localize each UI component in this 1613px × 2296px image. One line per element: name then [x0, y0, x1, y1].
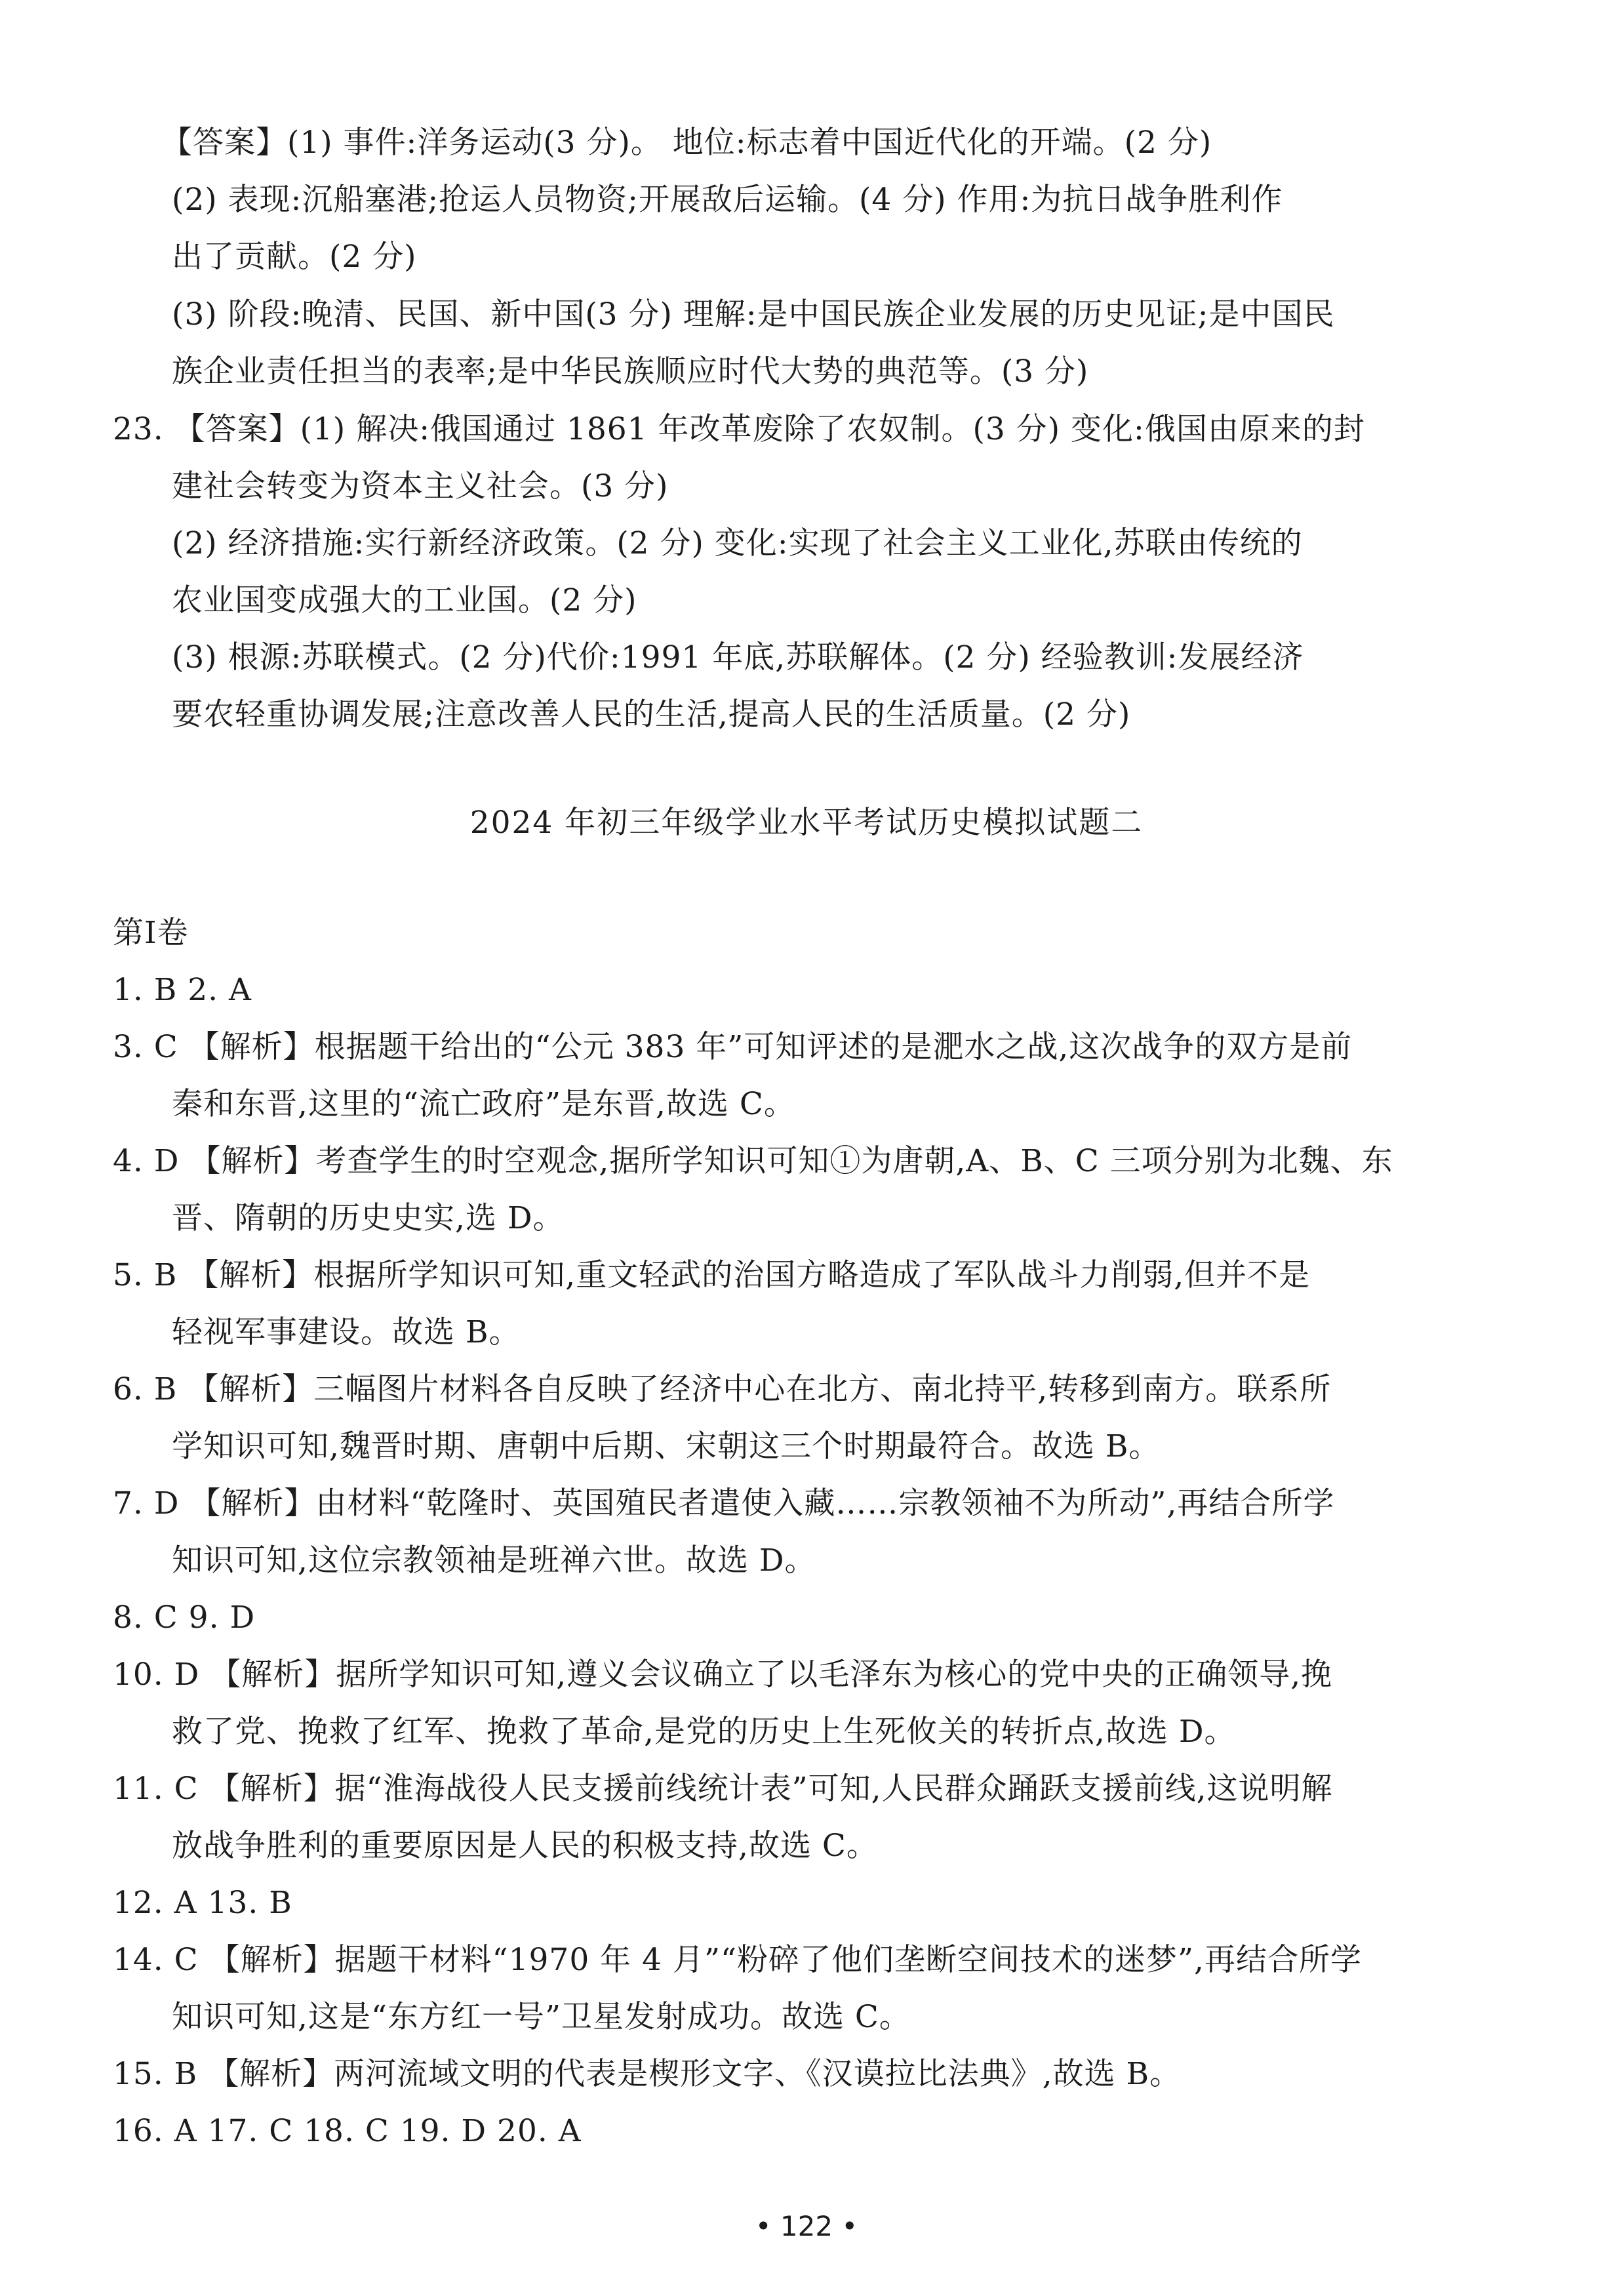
answer-line: 8. C 9. D — [113, 1600, 256, 1636]
answer-line: 农业国变成强大的工业国。(2 分) — [172, 582, 637, 618]
answer-line: 1. B 2. A — [113, 972, 252, 1008]
answer-line: 10. D 【解析】据所学知识可知,遵义会议确立了以毛泽东为核心的党中央的正确领导,挽 — [113, 1657, 1333, 1693]
answer-line: 秦和东晋,这里的“流亡政府”是东晋,故选 C。 — [172, 1086, 795, 1122]
answer-line: 5. B 【解析】根据所学知识可知,重文轻武的治国方略造成了军队战斗力削弱,但并不是 — [113, 1257, 1311, 1293]
answer-line: 11. C 【解析】据“淮海战役人民支援前线统计表”可知,人民群众踊跃支援前线,这说明解 — [113, 1771, 1333, 1807]
answer-line: 3. C 【解析】根据题干给出的“公元 383 年”可知评述的是淝水之战,这次战争的双方是前 — [113, 1029, 1353, 1065]
answer-line: 7. D 【解析】由材料“乾隆时、英国殖民者遣使入藏……宗教领袖不为所动”,再结合所学 — [113, 1485, 1335, 1521]
answer-line: 知识可知,这位宗教领袖是班禅六世。故选 D。 — [172, 1542, 816, 1579]
answer-line: 放战争胜利的重要原因是人民的积极支持,故选 C。 — [172, 1828, 878, 1864]
answer-line: 要农轻重协调发展;注意改善人民的生活,提高人民的生活质量。(2 分) — [172, 696, 1131, 733]
answer-line: 建社会转变为资本主义社会。(3 分) — [172, 468, 669, 504]
answer-line: 族企业责任担当的表率;是中华民族顺应时代大势的典范等。(3 分) — [172, 353, 1089, 390]
answer-line: (2) 经济措施:实行新经济政策。(2 分) 变化:实现了社会主义工业化,苏联由传统的 — [172, 525, 1303, 561]
answer-line: (3) 根源:苏联模式。(2 分)代价:1991 年底,苏联解体。(2 分) 经验教训:发展经济 — [172, 639, 1304, 675]
answer-line: 救了党、挽救了红军、挽救了革命,是党的历史上生死攸关的转折点,故选 D。 — [172, 1714, 1236, 1750]
answer-line: 【答案】(1) 事件:洋务运动(3 分)。 地位:标志着中国近代化的开端。(2 分) — [161, 125, 1212, 161]
answer-line: 12. A 13. B — [113, 1885, 292, 1921]
answer-line: 出了贡献。(2 分) — [172, 239, 417, 275]
answer-line: 14. C 【解析】据题干材料“1970 年 4 月”“粉碎了他们垄断空间技术的迷梦”,再结合所学 — [113, 1942, 1362, 1978]
answer-line: (3) 阶段:晚清、民国、新中国(3 分) 理解:是中国民族企业发展的历史见证;是中国民 — [172, 296, 1335, 332]
answer-line: 4. D 【解析】考查学生的时空观念,据所学知识可知①为唐朝,A、B、C 三项分别为北魏、东 — [113, 1143, 1393, 1179]
answer-line: 23. 【答案】(1) 解决:俄国通过 1861 年改革废除了农奴制。(3 分) 变化:俄国由原来的封 — [113, 411, 1365, 447]
answer-line: 16. A 17. C 18. C 19. D 20. A — [113, 2113, 582, 2149]
answer-line: (2) 表现:沉船塞港;抢运人员物资;开展敌后运输。(4 分) 作用:为抗日战争胜利作 — [172, 182, 1283, 218]
section-title: 2024 年初三年级学业水平考试历史模拟试题二 — [469, 805, 1144, 841]
answer-line: 知识可知,这是“东方红一号”卫星发射成功。故选 C。 — [172, 1999, 911, 2035]
answer-line: 学知识可知,魏晋时期、唐朝中后期、宋朝这三个时期最符合。故选 B。 — [172, 1428, 1161, 1464]
answer-line: 晋、隋朝的历史史实,选 D。 — [172, 1200, 565, 1236]
page-number: • 122 • — [755, 2210, 858, 2242]
answer-line: 15. B 【解析】两河流域文明的代表是楔形文字、《汉谟拉比法典》,故选 B。 — [113, 2056, 1182, 2092]
answer-line: 轻视军事建设。故选 B。 — [172, 1314, 521, 1350]
answer-line: 6. B 【解析】三幅图片材料各自反映了经济中心在北方、南北持平,转移到南方。联系所 — [113, 1371, 1332, 1407]
volume-label: 第Ⅰ卷 — [113, 915, 189, 951]
